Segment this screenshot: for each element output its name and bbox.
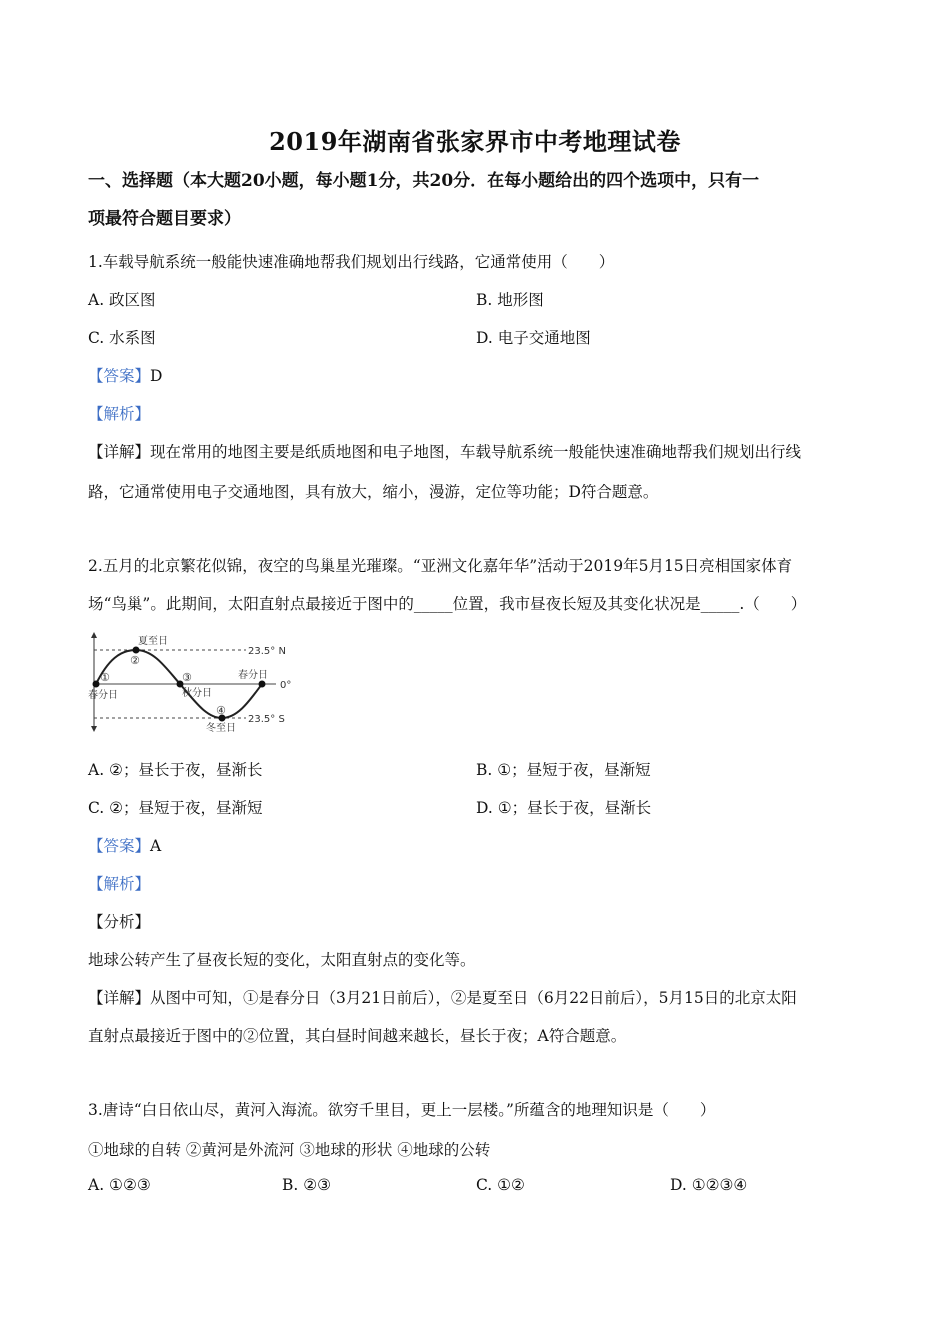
q2-option-c: C. ②；昼短于夜，昼渐短 [88, 799, 263, 817]
marker-3: ③ [182, 671, 192, 684]
q3-stem: 3.唐诗“白日依山尽，黄河入海流。欲穷千里目，更上一层楼。”所蕴含的地理知识是（ ） [88, 1101, 716, 1119]
q2-option-a: A. ②；昼长于夜，昼渐长 [88, 761, 263, 779]
q2-detail-tag: 【详解】 [88, 989, 151, 1007]
q1-answer-tag: 【答案】 [88, 367, 151, 385]
label-winter: 冬至日 [206, 723, 236, 734]
q2-stem-line2: 场“鸟巢”。此期间，太阳直射点最接近于图中的_____位置，我市昼夜长短及其变化状况是_____.（ ） [88, 595, 807, 613]
q1-detail-tag: 【详解】 [88, 443, 151, 461]
q2-fenxi-tag: 【分析】 [88, 913, 151, 931]
q2-detail-line1 [88, 986, 797, 1008]
q3-option-c: C. ①② [476, 1176, 525, 1194]
q2-detail-text1: 从图中可知，①是春分日（3月21日前后），②是夏至日（6月22日前后），5月15日的北京太阳 [150, 989, 797, 1007]
q1-answer-value: D [150, 367, 163, 385]
q2-fenxi-text: 地球公转产生了昼夜长短的变化，太阳直射点的变化等。 [88, 951, 476, 969]
q2-detail-line2: 直射点最接近于图中的②位置，其白昼时间越来越长，昼长于夜；A符合题意。 [88, 1027, 627, 1045]
marker-1: ① [100, 671, 110, 684]
section-heading-line1: 一、选择题（本大题20小题，每小题1分，共20分．在每小题给出的四个选项中，只有一 [88, 171, 760, 191]
q2-answer-value: A [150, 837, 162, 855]
q2-option-b: B. ①；昼短于夜，昼渐短 [476, 761, 651, 779]
q1-stem: 1.车载导航系统一般能快速准确地帮我们规划出行线路，它通常使用（ ） [88, 253, 615, 271]
q2-stem-line1: 2.五月的北京繁花似锦，夜空的鸟巢星光璀璨。“亚洲文化嘉年华”活动于2019年5月15日亮相国家体育 [88, 557, 793, 575]
q1-option-a: A. 政区图 [88, 291, 156, 309]
marker-4: ④ [216, 704, 226, 717]
q1-option-b: B. 地形图 [476, 291, 544, 309]
q3-option-b: B. ②③ [282, 1176, 332, 1194]
q1-option-c: C. 水系图 [88, 329, 156, 347]
label-autumn: 秋分日 [182, 688, 212, 699]
diagram-axis-arrow-bottom [91, 726, 97, 732]
q3-option-a: A. ①②③ [88, 1176, 151, 1194]
q1-analysis [88, 402, 150, 424]
q1-detail-line2: 路，它通常使用电子交通地图，具有放大，缩小，漫游，定位等功能；D符合题意。 [88, 483, 659, 501]
q1-analysis-tag: 【解析】 [88, 405, 151, 423]
point-spring2 [259, 681, 266, 688]
q2-analysis [88, 872, 150, 894]
sun-direct-point-diagram [86, 630, 308, 734]
q2-answer [88, 834, 161, 856]
q1-answer [88, 364, 162, 386]
label-lat-0: 0° [280, 680, 292, 691]
q2-option-d: D. ①；昼长于夜，昼渐长 [476, 799, 652, 817]
diagram-axis-arrow-top [91, 632, 97, 638]
label-lat-n: 23.5° N [248, 646, 286, 657]
q3-option-d: D. ①②③④ [670, 1176, 748, 1194]
q3-items: ①地球的自转 ②黄河是外流河 ③地球的形状 ④地球的公转 [88, 1141, 491, 1159]
label-summer: 夏至日 [138, 636, 168, 647]
point-spring [93, 681, 100, 688]
page-title: 2019年湖南省张家界市中考地理试卷 [269, 127, 681, 156]
section-heading-line2: 项最符合题目要求） [88, 209, 241, 229]
marker-2: ② [130, 654, 140, 667]
point-summer [133, 647, 140, 654]
q1-detail-line1 [88, 440, 801, 462]
label-spring: 春分日 [88, 690, 118, 701]
q1-detail-text1: 现在常用的地图主要是纸质地图和电子地图，车载导航系统一般能快速准确地帮我们规划出行线 [150, 443, 802, 461]
label-lat-s: 23.5° S [248, 714, 285, 725]
section-heading [88, 162, 868, 238]
q1-option-d: D. 电子交通地图 [476, 329, 591, 347]
q2-analysis-tag: 【解析】 [88, 875, 151, 893]
label-spring2: 春分日 [238, 670, 268, 681]
q2-answer-tag: 【答案】 [88, 837, 151, 855]
